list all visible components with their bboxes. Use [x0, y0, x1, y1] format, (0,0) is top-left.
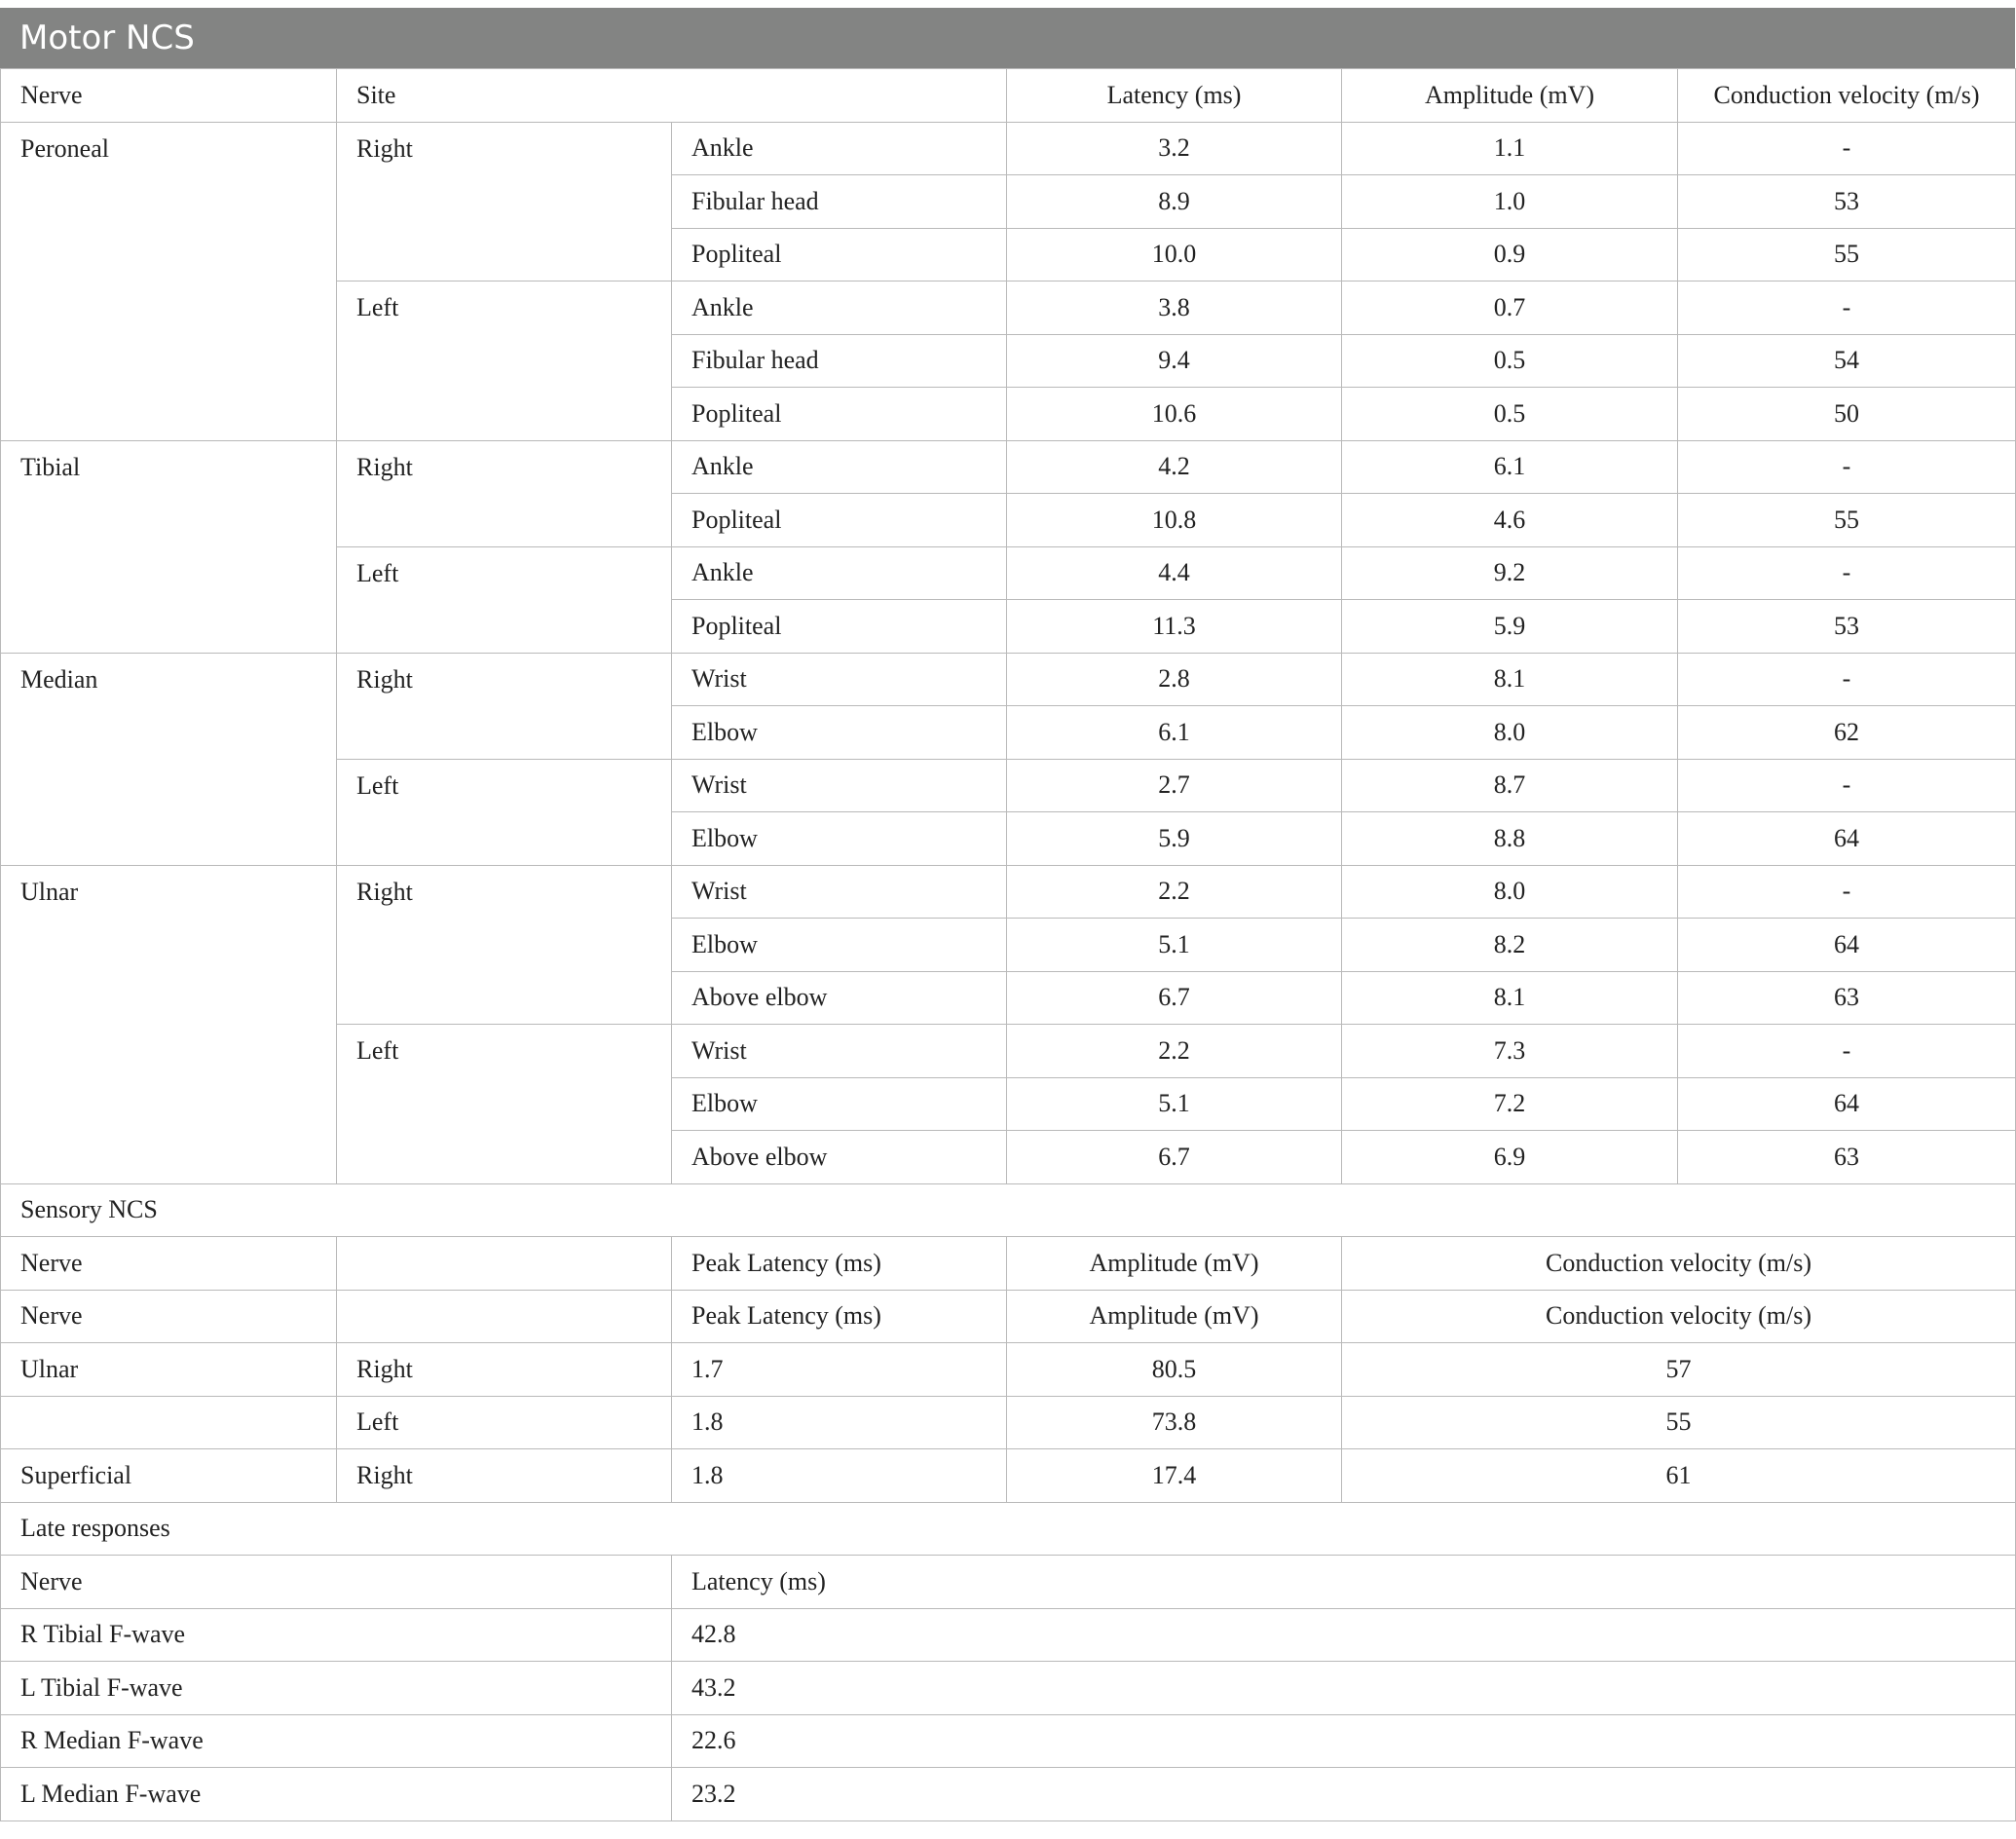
side-cell: Right [337, 440, 672, 546]
latency-cell: 9.4 [1007, 334, 1342, 388]
velocity-cell: 64 [1678, 1077, 2016, 1131]
site-cell: Above elbow [672, 971, 1007, 1025]
site-cell: Ankle [672, 281, 1007, 335]
header-cell: Amplitude (mV) [1342, 69, 1678, 123]
amplitude-cell: 8.2 [1342, 919, 1678, 972]
section-label: Late responses [1, 1502, 2016, 1556]
site-cell: Popliteal [672, 600, 1007, 654]
site-cell: Wrist [672, 653, 1007, 706]
site-cell: Popliteal [672, 388, 1007, 441]
site-cell: Wrist [672, 1025, 1007, 1078]
header-cell: Peak Latency (ms) [672, 1290, 1007, 1343]
latency-cell: 5.9 [1007, 812, 1342, 866]
amplitude-cell: 8.1 [1342, 653, 1678, 706]
site-cell: Fibular head [672, 175, 1007, 229]
velocity-cell: 55 [1678, 228, 2016, 281]
velocity-cell: 55 [1678, 494, 2016, 547]
amplitude-cell: 5.9 [1342, 600, 1678, 654]
amplitude-cell: 8.7 [1342, 759, 1678, 812]
header-cell: Latency (ms) [672, 1556, 2016, 1609]
velocity-cell: - [1678, 759, 2016, 812]
amplitude-cell: 1.1 [1342, 122, 1678, 175]
site-cell: Elbow [672, 1077, 1007, 1131]
site-cell: Ankle [672, 546, 1007, 600]
nerve-cell: Superficial [1, 1449, 337, 1503]
latency-cell: 3.2 [1007, 122, 1342, 175]
velocity-cell: 57 [1342, 1343, 2016, 1397]
side-cell: Left [337, 1396, 672, 1449]
amplitude-cell: 8.1 [1342, 971, 1678, 1025]
amplitude-cell: 7.2 [1342, 1077, 1678, 1131]
table-row [1, 653, 2016, 706]
nerve-cell: R Tibial F-wave [1, 1608, 672, 1662]
site-cell: Wrist [672, 759, 1007, 812]
latency-cell: 10.8 [1007, 494, 1342, 547]
nerve-cell: Peroneal [1, 122, 337, 440]
nerve-cell: Tibial [1, 440, 337, 653]
nerve-cell: L Tibial F-wave [1, 1662, 672, 1715]
side-cell: Right [337, 653, 672, 759]
latency-cell: 1.8 [672, 1449, 1007, 1503]
latency-cell: 2.2 [1007, 1025, 1342, 1078]
amplitude-cell: 0.5 [1342, 388, 1678, 441]
velocity-cell: 53 [1678, 175, 2016, 229]
latency-cell: 1.7 [672, 1343, 1007, 1397]
header-cell: Conduction velocity (m/s) [1342, 1290, 2016, 1343]
velocity-cell: 63 [1678, 1131, 2016, 1184]
site-cell: Elbow [672, 919, 1007, 972]
table-row [1, 1449, 2016, 1503]
side-cell: Right [337, 865, 672, 1025]
nerve-cell: Median [1, 653, 337, 865]
latency-cell: 4.2 [1007, 440, 1342, 494]
latency-cell: 8.9 [1007, 175, 1342, 229]
table-row [1, 1768, 2016, 1821]
header-cell: Nerve [1, 1237, 337, 1291]
side-cell: Left [337, 1025, 672, 1184]
velocity-cell: 50 [1678, 388, 2016, 441]
site-cell: Ankle [672, 440, 1007, 494]
velocity-cell: - [1678, 865, 2016, 919]
amplitude-cell: 0.5 [1342, 334, 1678, 388]
velocity-cell: 64 [1678, 919, 2016, 972]
velocity-cell: 62 [1678, 706, 2016, 760]
site-cell: Ankle [672, 122, 1007, 175]
amplitude-cell: 9.2 [1342, 546, 1678, 600]
sensory-header-row [1, 1290, 2016, 1343]
velocity-cell: 55 [1342, 1396, 2016, 1449]
header-cell: Site [337, 69, 1007, 123]
amplitude-cell: 7.3 [1342, 1025, 1678, 1078]
table-title: Motor NCS [0, 8, 2015, 68]
velocity-cell: - [1678, 653, 2016, 706]
late-section-row [1, 1502, 2016, 1556]
amplitude-cell: 1.0 [1342, 175, 1678, 229]
velocity-cell: - [1678, 281, 2016, 335]
velocity-cell: 61 [1342, 1449, 2016, 1503]
section-label: Sensory NCS [1, 1183, 2016, 1237]
ncs-table [0, 68, 2016, 1821]
nerve-cell [1, 1396, 337, 1449]
latency-cell: 23.2 [672, 1768, 2016, 1821]
side-cell: Left [337, 546, 672, 653]
ncs-table-body [1, 69, 2016, 1821]
table-row [1, 440, 2016, 494]
empty-cell [337, 1237, 672, 1291]
site-cell: Popliteal [672, 228, 1007, 281]
amplitude-cell: 0.7 [1342, 281, 1678, 335]
side-cell: Right [337, 1343, 672, 1397]
table-row [1, 1396, 2016, 1449]
site-cell: Elbow [672, 812, 1007, 866]
amplitude-cell: 8.0 [1342, 865, 1678, 919]
latency-cell: 42.8 [672, 1608, 2016, 1662]
amplitude-cell: 17.4 [1007, 1449, 1342, 1503]
table-row [1, 122, 2016, 175]
header-cell: Conduction velocity (m/s) [1678, 69, 2016, 123]
latency-cell: 43.2 [672, 1662, 2016, 1715]
amplitude-cell: 8.0 [1342, 706, 1678, 760]
amplitude-cell: 6.1 [1342, 440, 1678, 494]
side-cell: Left [337, 759, 672, 865]
velocity-cell: - [1678, 440, 2016, 494]
latency-cell: 4.4 [1007, 546, 1342, 600]
sensory-section-row [1, 1183, 2016, 1237]
velocity-cell: 63 [1678, 971, 2016, 1025]
latency-cell: 2.2 [1007, 865, 1342, 919]
nerve-cell: Ulnar [1, 865, 337, 1183]
late-header-row [1, 1556, 2016, 1609]
header-cell: Amplitude (mV) [1007, 1237, 1342, 1291]
side-cell: Right [337, 122, 672, 281]
amplitude-cell: 73.8 [1007, 1396, 1342, 1449]
table-row [1, 865, 2016, 919]
nerve-cell: R Median F-wave [1, 1714, 672, 1768]
velocity-cell: - [1678, 122, 2016, 175]
latency-cell: 10.0 [1007, 228, 1342, 281]
header-cell: Nerve [1, 69, 337, 123]
table-row [1, 1608, 2016, 1662]
table-row [1, 1662, 2016, 1715]
latency-cell: 10.6 [1007, 388, 1342, 441]
latency-cell: 6.7 [1007, 1131, 1342, 1184]
velocity-cell: - [1678, 1025, 2016, 1078]
velocity-cell: - [1678, 546, 2016, 600]
latency-cell: 5.1 [1007, 919, 1342, 972]
amplitude-cell: 8.8 [1342, 812, 1678, 866]
latency-cell: 3.8 [1007, 281, 1342, 335]
velocity-cell: 54 [1678, 334, 2016, 388]
sensory-header-row [1, 1237, 2016, 1291]
latency-cell: 22.6 [672, 1714, 2016, 1768]
motor-header-row [1, 69, 2016, 123]
table-row [1, 1343, 2016, 1397]
amplitude-cell: 6.9 [1342, 1131, 1678, 1184]
header-cell: Peak Latency (ms) [672, 1237, 1007, 1291]
header-cell: Latency (ms) [1007, 69, 1342, 123]
header-cell: Conduction velocity (m/s) [1342, 1237, 2016, 1291]
site-cell: Above elbow [672, 1131, 1007, 1184]
site-cell: Wrist [672, 865, 1007, 919]
velocity-cell: 64 [1678, 812, 2016, 866]
amplitude-cell: 4.6 [1342, 494, 1678, 547]
latency-cell: 11.3 [1007, 600, 1342, 654]
latency-cell: 1.8 [672, 1396, 1007, 1449]
side-cell: Right [337, 1449, 672, 1503]
ncs-table-figure [0, 8, 2015, 1821]
latency-cell: 5.1 [1007, 1077, 1342, 1131]
side-cell: Left [337, 281, 672, 441]
site-cell: Fibular head [672, 334, 1007, 388]
table-row [1, 1714, 2016, 1768]
latency-cell: 2.7 [1007, 759, 1342, 812]
header-cell: Nerve [1, 1290, 337, 1343]
nerve-cell: L Median F-wave [1, 1768, 672, 1821]
velocity-cell: 53 [1678, 600, 2016, 654]
latency-cell: 2.8 [1007, 653, 1342, 706]
header-cell: Nerve [1, 1556, 672, 1609]
nerve-cell: Ulnar [1, 1343, 337, 1397]
empty-cell [337, 1290, 672, 1343]
header-cell: Amplitude (mV) [1007, 1290, 1342, 1343]
latency-cell: 6.1 [1007, 706, 1342, 760]
amplitude-cell: 80.5 [1007, 1343, 1342, 1397]
site-cell: Elbow [672, 706, 1007, 760]
latency-cell: 6.7 [1007, 971, 1342, 1025]
site-cell: Popliteal [672, 494, 1007, 547]
amplitude-cell: 0.9 [1342, 228, 1678, 281]
